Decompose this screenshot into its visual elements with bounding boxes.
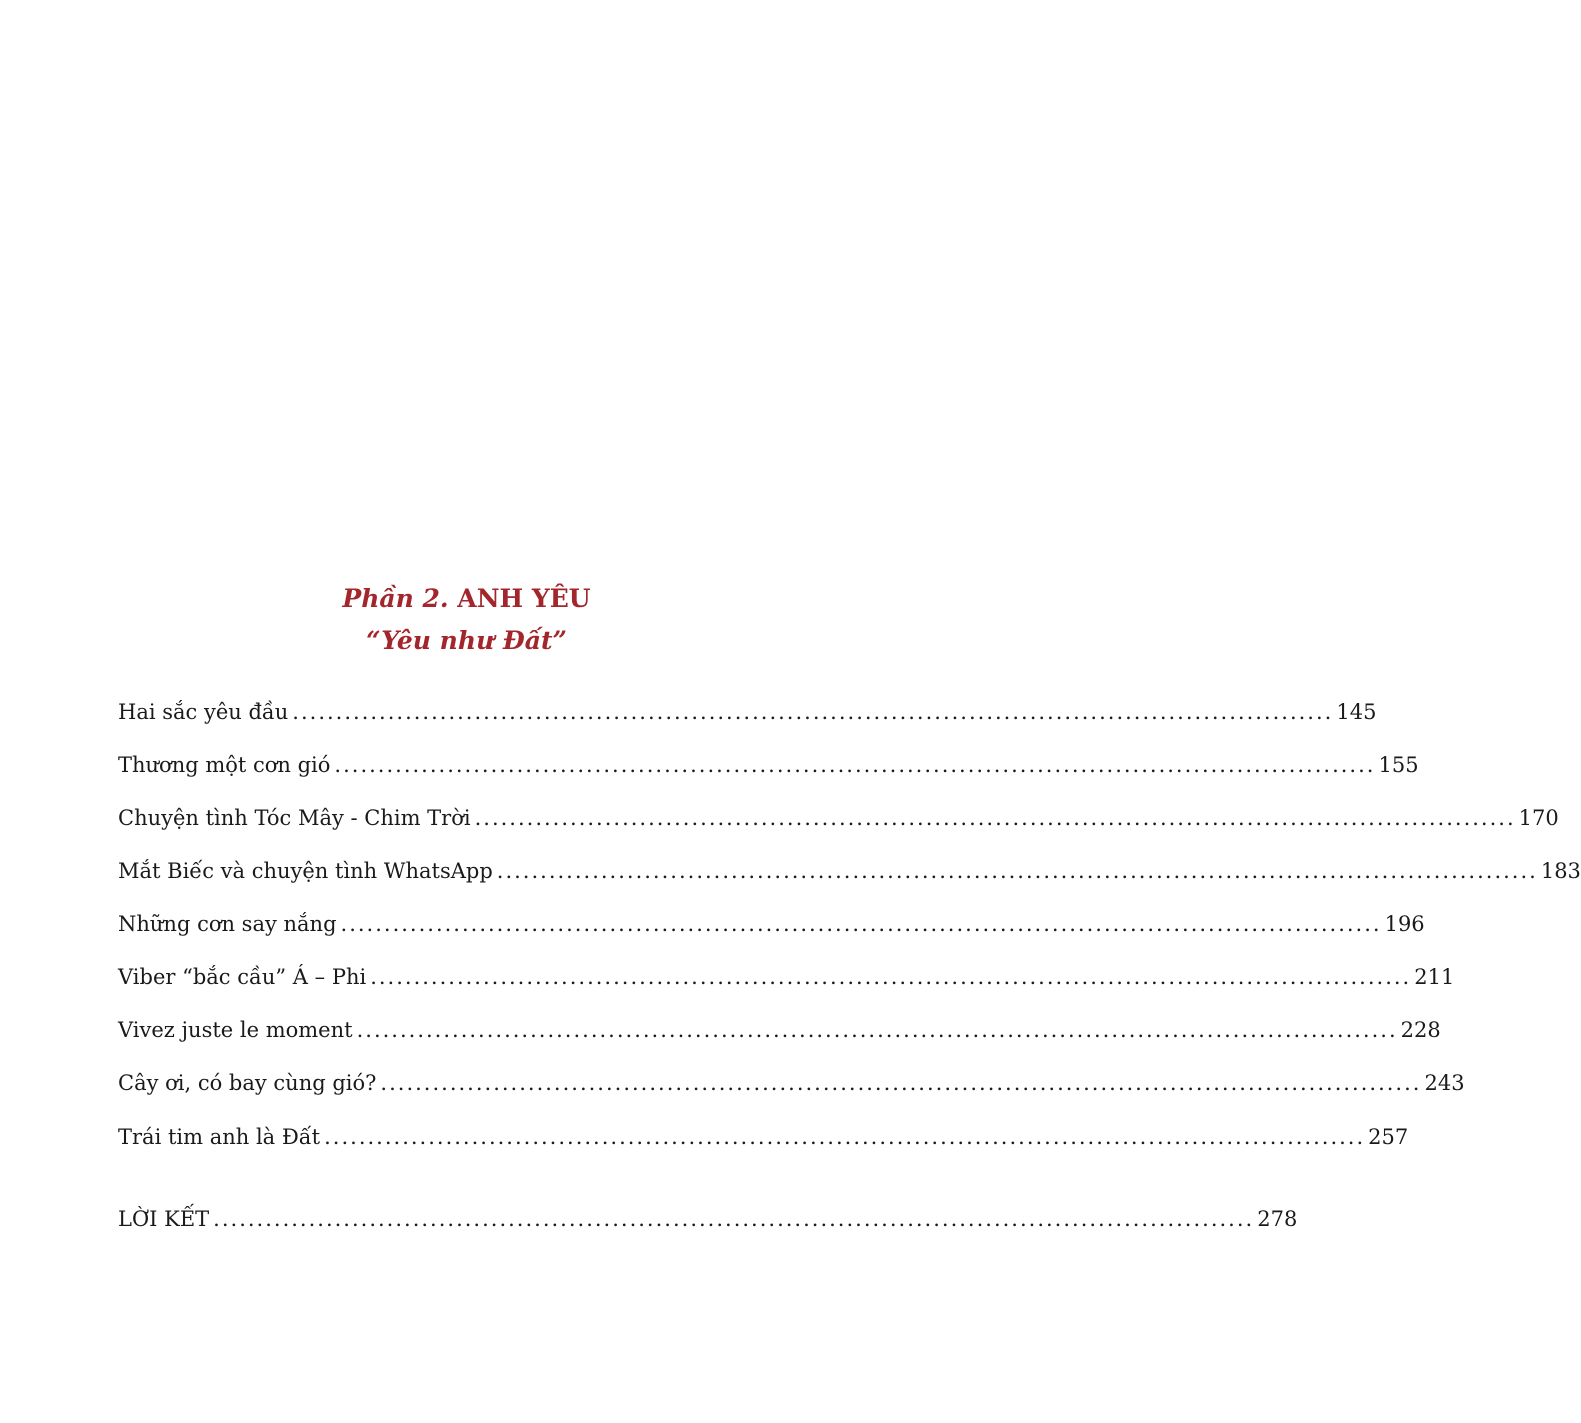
dot-leader: ........................................................................................................................ — [474, 806, 1516, 830]
toc-entry[interactable] — [118, 1063, 1465, 1103]
toc-entry-title: Vivez juste le moment — [118, 1018, 353, 1042]
toc-entry-title: Chuyện tình Tóc Mây - Chim Trời — [118, 806, 471, 830]
toc-entry-page: 196 — [1384, 912, 1425, 936]
toc-entry[interactable] — [118, 798, 1559, 838]
toc-entry-page: 211 — [1414, 965, 1455, 989]
toc-entry[interactable] — [118, 957, 1455, 997]
toc-entry[interactable] — [118, 904, 1425, 944]
dot-leader: ........................................................................................................................ — [334, 753, 1376, 777]
toc-entry[interactable] — [118, 851, 1581, 891]
toc-entry-title: Thương một cơn gió — [118, 753, 331, 777]
dot-leader: ........................................................................................................................ — [340, 912, 1382, 936]
toc-entry-page: 228 — [1400, 1018, 1441, 1042]
toc-entry[interactable] — [118, 745, 1419, 785]
dot-leader: ........................................................................................................................ — [496, 859, 1538, 883]
toc-entry[interactable] — [118, 1010, 1441, 1050]
dot-leader: ........................................................................................................................ — [324, 1125, 1366, 1149]
toc-entry-page: 257 — [1368, 1125, 1409, 1149]
toc-entry-title: LỜI KẾT — [118, 1207, 210, 1231]
dot-leader: ........................................................................................................................ — [380, 1071, 1422, 1095]
toc-entry-page: 155 — [1378, 753, 1419, 777]
toc-entry-page: 278 — [1257, 1207, 1298, 1231]
toc-entry-title: Mắt Biếc và chuyện tình WhatsApp — [118, 859, 493, 883]
toc-entry-page: 170 — [1518, 806, 1559, 830]
toc-entry-title: Những cơn say nắng — [118, 912, 337, 936]
toc-entry-epilogue[interactable] — [118, 1199, 1298, 1239]
part-title-line — [0, 578, 933, 620]
part-label: Phần 2. — [342, 584, 449, 613]
dot-leader: ........................................................................................................................ — [292, 700, 1334, 724]
toc-entry[interactable] — [118, 692, 1377, 732]
part-title: ANH YÊU — [457, 584, 591, 613]
toc-entry-page: 243 — [1424, 1071, 1465, 1095]
section-heading — [0, 578, 933, 662]
toc-entry-page: 183 — [1540, 859, 1581, 883]
toc-entry-title: Cây ơi, có bay cùng gió? — [118, 1071, 377, 1095]
toc-entry[interactable] — [118, 1117, 1409, 1157]
dot-leader: ........................................................................................................................ — [356, 1018, 1398, 1042]
part-subtitle: “Yêu như Đất” — [366, 626, 567, 655]
dot-leader: ........................................................................................................................ — [213, 1207, 1255, 1231]
toc-entry-title: Viber “bắc cầu” Á – Phi — [118, 965, 367, 989]
toc-entry-title: Trái tim anh là Đất — [118, 1125, 321, 1149]
toc-entry-title: Hai sắc yêu đầu — [118, 700, 289, 724]
toc-entry-page: 145 — [1336, 700, 1377, 724]
dot-leader: ........................................................................................................................ — [370, 965, 1412, 989]
